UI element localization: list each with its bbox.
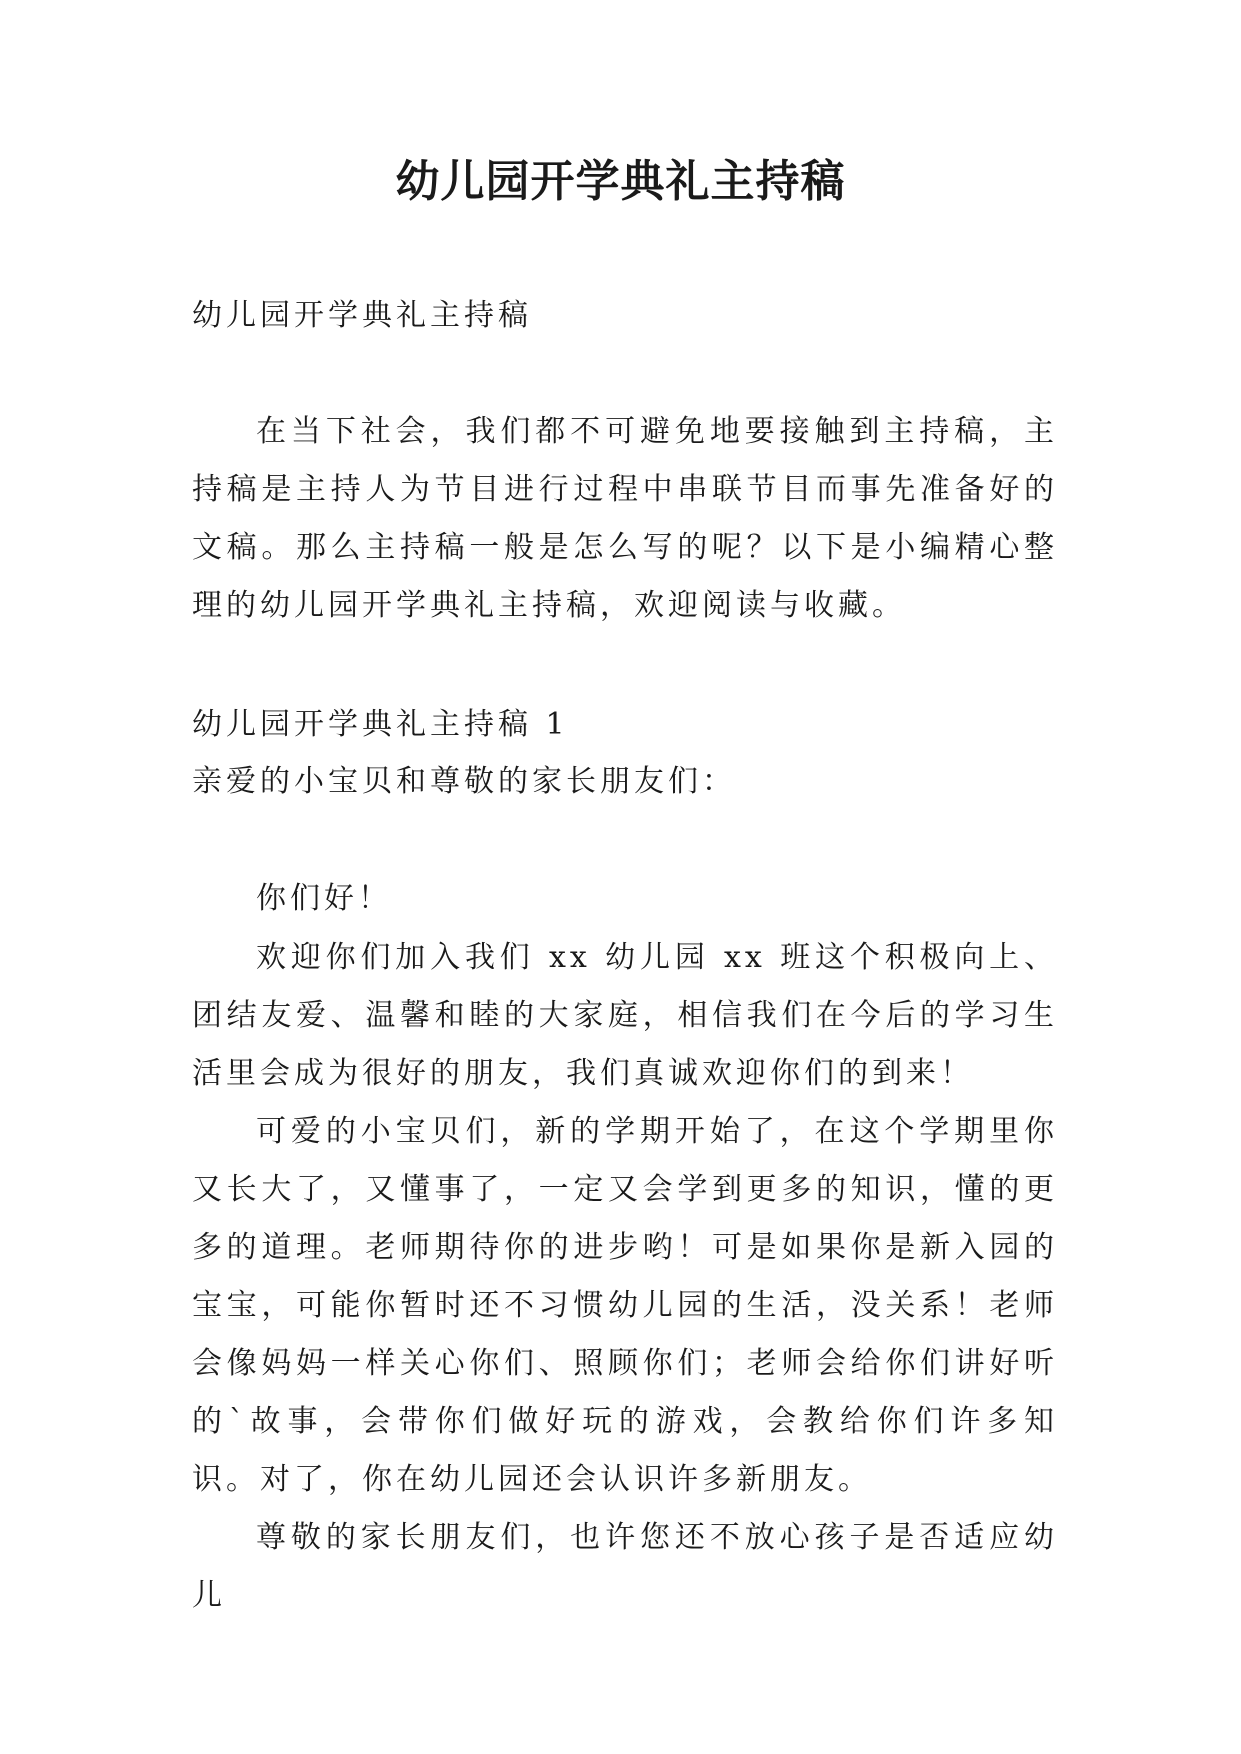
welcome-paragraph: 欢迎你们加入我们 xx 幼儿园 xx 班这个积极向上、团结友爱、温馨和睦的大家庭，相信我们在今后的学习生活里会成为很好的朋友，我们真诚欢迎你们的到来！: [192, 940, 1058, 1091]
greeting-line: 亲爱的小宝贝和尊敬的家长朋友们：: [192, 764, 736, 799]
document-title: 幼儿园开学典礼主持稿: [395, 156, 846, 207]
document-subtitle: 幼儿园开学典礼主持稿: [192, 298, 532, 333]
hello-paragraph: 你们好！: [256, 881, 392, 916]
babies-paragraph: 可爱的小宝贝们，新的学期开始了，在这个学期里你又长大了，又懂事了，一定又会学到更多的知识，懂的更多的道理。老师期待你的进步哟！可是如果你是新入园的宝宝，可能你暂时还不习惯幼儿园的生活，没关系！老师会像妈妈一样关心你们、照顾你们；老师会给你们讲好听的`故事，会带你们做好玩的游戏，会教给你们许多知识。对了，你在幼儿园还会认识许多新朋友。: [192, 1114, 1058, 1497]
intro-paragraph: 在当下社会，我们都不可避免地要接触到主持稿，主持稿是主持人为节目进行过程中串联节目而事先准备好的文稿。那么主持稿一般是怎么写的呢？以下是小编精心整理的幼儿园开学典礼主持稿，欢迎阅读与收藏。: [192, 414, 1058, 623]
parents-paragraph: 尊敬的家长朋友们，也许您还不放心孩子是否适应幼儿: [192, 1520, 1058, 1613]
section-heading: 幼儿园开学典礼主持稿 1: [192, 707, 569, 742]
